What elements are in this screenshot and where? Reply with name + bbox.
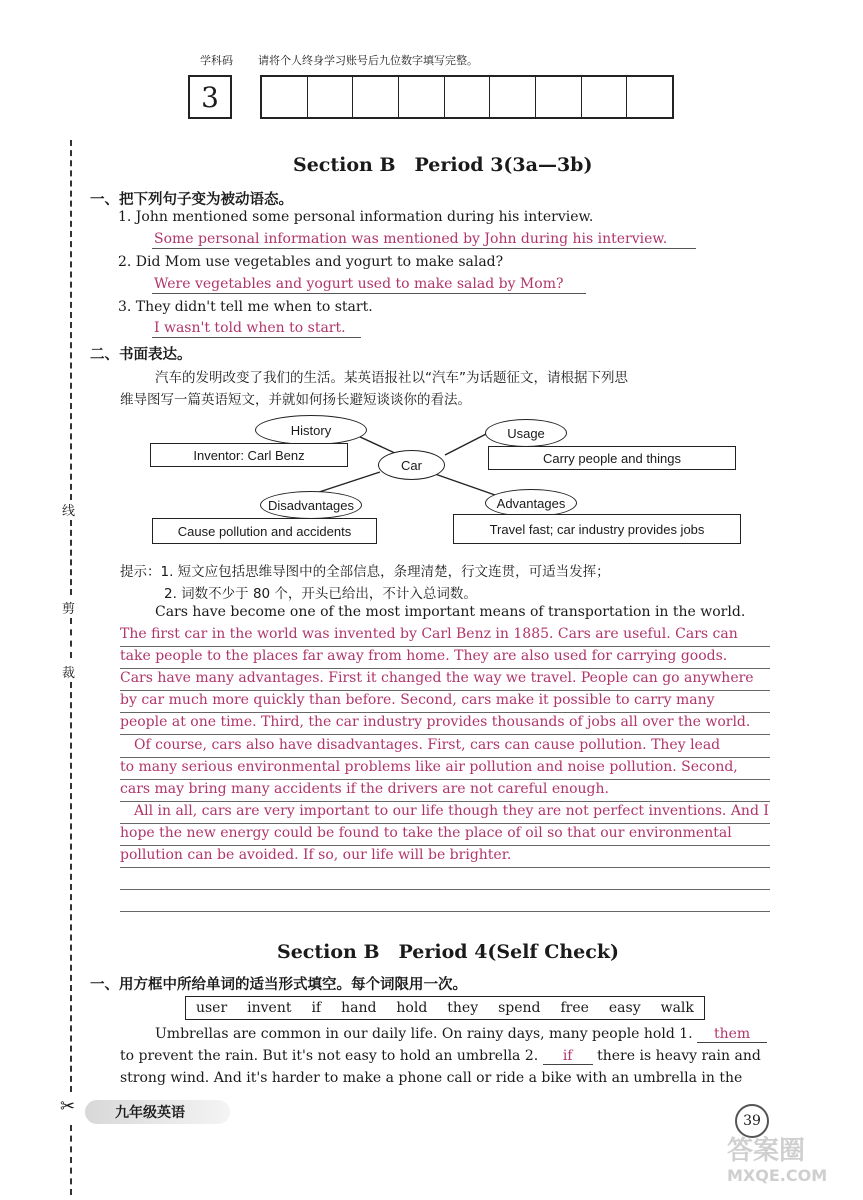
essay-line[interactable]	[120, 867, 770, 890]
subject-code-label: 学科码	[200, 54, 233, 67]
account-digit-cell[interactable]	[399, 77, 445, 117]
book-title-badge	[85, 1100, 230, 1124]
mindmap-history-node: History	[255, 415, 367, 445]
essay-line[interactable]: Cars have many advantages. First it changed the way we travel. People can go anywhere	[120, 668, 770, 691]
word-bank-item: easy	[608, 1000, 641, 1016]
word-bank-item: invent	[247, 1000, 292, 1016]
passage-line-2	[120, 1048, 761, 1065]
subject-code-value: 3	[188, 75, 232, 119]
account-digit-cell[interactable]	[353, 77, 399, 117]
account-digit-cell[interactable]	[262, 77, 308, 117]
watermark-title: 答案圈	[727, 1136, 806, 1166]
tip-1: 提示：1. 短文应包括思维导图中的全部信息，条理清楚，行文连贯，可适当发挥；	[120, 564, 610, 580]
essay-line[interactable]: pollution can be avoided. If so, our life will be brighter.	[120, 845, 770, 868]
answer-3[interactable]: I wasn't told when to start.	[152, 320, 361, 338]
essay-start: Cars have become one of the most important means of transportation in the world.	[155, 604, 746, 620]
section-title-period4: Section B Period 4(Self Check)	[277, 941, 619, 963]
account-digit-cell[interactable]	[308, 77, 354, 117]
subject-code-box	[188, 75, 232, 119]
word-bank-item: if	[311, 1000, 322, 1016]
essay-line[interactable]: take people to the places far away from home. They are also used for carrying goods.	[120, 646, 770, 669]
passage-line-1	[155, 1026, 767, 1043]
cut-line-bottom	[70, 682, 72, 1092]
mindmap-disadvantages-box: Cause pollution and accidents	[152, 518, 377, 544]
passage-text: to prevent the rain. But it's not easy to hold an umbrella 2.	[120, 1048, 539, 1064]
mindmap-history-box: Inventor: Carl Benz	[150, 443, 348, 467]
word-bank-item: they	[447, 1000, 479, 1016]
prompt-line-1: 汽车的发明改变了我们的生活。某英语报社以“汽车”为话题征文，请根据下列思	[155, 370, 628, 386]
essay-line[interactable]: by car much more quickly than before. Second, cars make it possible to carry many	[120, 690, 770, 713]
cut-line-end	[70, 1125, 72, 1195]
passage-text: there is heavy rain and	[597, 1048, 761, 1064]
passage-line-3: strong wind. And it's harder to make a phone call or ride a bike with an umbrella in the	[120, 1070, 743, 1086]
essay-line[interactable]: people at one time. Third, the car industry provides thousands of jobs all over the world.	[120, 712, 770, 735]
question-3: 3. They didn't tell me when to start.	[118, 299, 373, 315]
mindmap-advantages-node: Advantages	[485, 489, 577, 517]
instruction-text: 请将个人终身学习账号后九位数字填写完整。	[258, 54, 478, 67]
word-bank-item: user	[195, 1000, 228, 1016]
mindmap-disadvantages-node: Disadvantages	[260, 491, 362, 519]
essay-line[interactable]: All in all, cars are very important to our life though they are not perfect inventions. And I	[120, 801, 770, 824]
cut-mark-jian: 剪	[62, 602, 76, 617]
answer-2[interactable]: Were vegetables and yogurt used to make salad by Mom?	[152, 276, 586, 294]
essay-line[interactable]: Of course, cars also have disadvantages. First, cars can cause pollution. They lead	[120, 735, 770, 758]
word-bank	[185, 996, 705, 1020]
section-title-period3: Section B Period 3(3a—3b)	[293, 154, 593, 176]
mindmap-usage-box: Carry people and things	[488, 446, 736, 470]
word-bank-item: spend	[498, 1000, 541, 1016]
blank-1[interactable]: them	[697, 1026, 767, 1043]
word-bank-item: hold	[396, 1000, 428, 1016]
word-bank-item: hand	[341, 1000, 377, 1016]
word-bank-item: free	[560, 1000, 589, 1016]
mindmap-advantages-box: Travel fast; car industry provides jobs	[453, 514, 741, 544]
essay-line[interactable]: The first car in the world was invented by Carl Benz in 1885. Cars are useful. Cars can	[120, 624, 770, 647]
account-digit-cell[interactable]	[627, 77, 672, 117]
cut-mark-xian: 线	[62, 504, 76, 519]
tip-2: 2. 词数不少于 80 个，开头已给出，不计入总词数。	[164, 586, 477, 602]
section2-part1-heading: 一、用方框中所给单词的适当形式填空。每个词限用一次。	[90, 977, 467, 993]
question-2: 2. Did Mom use vegetables and yogurt to make salad?	[118, 254, 504, 270]
essay-line[interactable]: cars may bring many accidents if the drivers are not careful enough.	[120, 779, 770, 802]
part1-heading: 一、把下列句子变为被动语态。	[90, 192, 293, 208]
blank-2[interactable]: if	[543, 1048, 593, 1065]
mindmap-usage-node: Usage	[485, 419, 567, 447]
passage-text: Umbrellas are common in our daily life. On rainy days, many people hold 1.	[155, 1026, 693, 1042]
cut-mark-cai: 裁	[62, 666, 76, 681]
mindmap-center-node: Car	[378, 450, 445, 480]
question-1: 1. John mentioned some personal information during his interview.	[118, 209, 594, 225]
account-digit-cell[interactable]	[445, 77, 491, 117]
watermark-logo	[727, 1136, 855, 1196]
account-number-boxes[interactable]	[260, 75, 674, 119]
cut-line-mid1	[70, 520, 72, 595]
essay-line[interactable]: to many serious environmental problems like air pollution and noise pollution. Second,	[120, 757, 770, 780]
watermark-url: MXQE.COM	[727, 1166, 828, 1185]
prompt-line-2: 维导图写一篇英语短文，并就如何扬长避短谈谈你的看法。	[120, 392, 471, 408]
account-digit-cell[interactable]	[536, 77, 582, 117]
part2-heading: 二、书面表达。	[90, 347, 192, 363]
word-bank-item: walk	[660, 1000, 694, 1016]
scissors-icon: ✂	[60, 1096, 76, 1117]
cut-line-top	[70, 140, 72, 500]
account-digit-cell[interactable]	[490, 77, 536, 117]
essay-line[interactable]: hope the new energy could be found to take the place of oil so that our environmental	[120, 823, 770, 846]
cut-line-mid2	[70, 618, 72, 658]
account-digit-cell[interactable]	[582, 77, 628, 117]
answer-1[interactable]: Some personal information was mentioned by John during his interview.	[152, 231, 696, 249]
page-number: 39	[735, 1104, 769, 1138]
essay-line[interactable]	[120, 889, 770, 912]
book-title: 九年级英语	[115, 1105, 185, 1121]
